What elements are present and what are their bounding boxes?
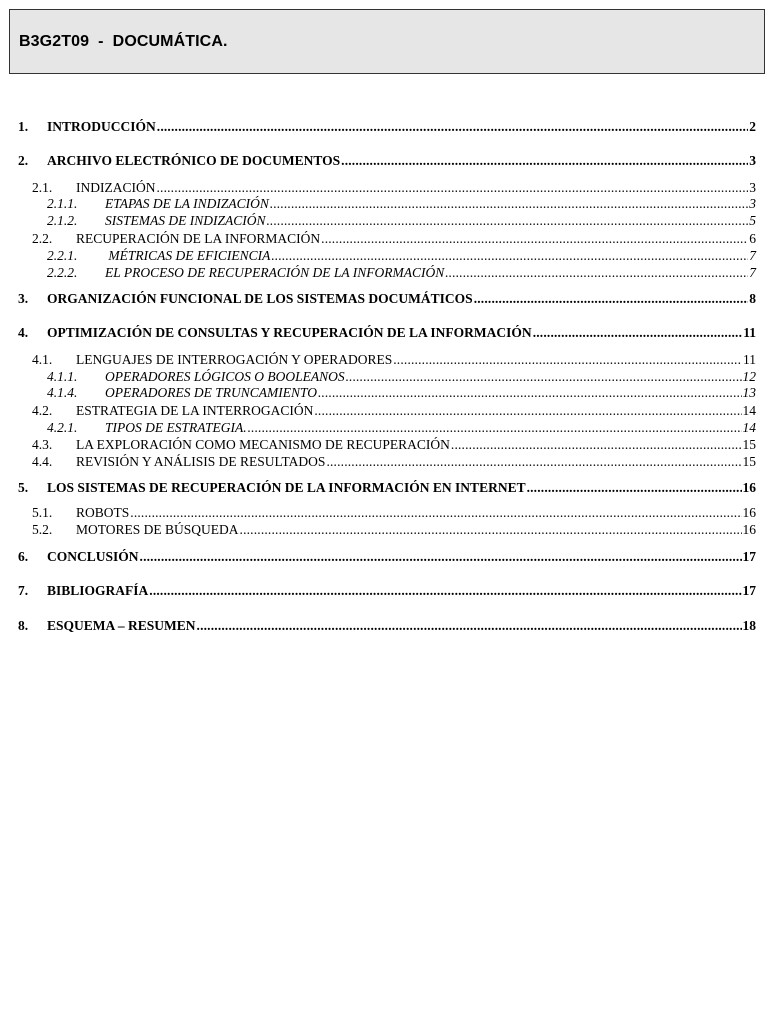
toc-entry[interactable] <box>0 353 768 367</box>
toc-entry-page: 14 <box>742 420 756 435</box>
toc-entry-title: LENGUAJES DE INTERROGACIÓN Y OPERADORES <box>76 352 393 367</box>
toc-entry[interactable] <box>0 455 768 469</box>
toc-entry-title: OPERADORES LÓGICOS O BOOLEANOS <box>105 369 345 384</box>
toc-entry-page: 11 <box>743 325 756 340</box>
toc-entry-page: 16 <box>742 505 756 520</box>
toc-entry[interactable] <box>0 266 768 280</box>
toc-entry-title: OPERADORES DE TRUNCAMIENTO <box>105 385 317 400</box>
dot-leader <box>130 506 741 520</box>
toc-entry-number: 3. <box>18 291 29 306</box>
toc-entry-number: 4. <box>18 325 29 340</box>
dot-leader <box>271 249 748 263</box>
toc-entry-number: 2.1. <box>32 180 53 195</box>
toc-entry-number: 1. <box>18 119 29 134</box>
toc-entry-title: EL PROCESO DE RECUPERACIÓN DE LA INFORMACIÓN <box>105 265 445 280</box>
dot-leader <box>248 421 742 435</box>
toc-entry-number: 4.1.1. <box>47 369 78 384</box>
toc-entry-number: 7. <box>18 583 29 598</box>
toc-entry-page: 14 <box>742 403 756 418</box>
toc-entry[interactable] <box>0 481 768 495</box>
toc-entry-title: CONCLUSIÓN <box>47 549 139 564</box>
toc-entry[interactable] <box>0 154 768 168</box>
toc-entry[interactable] <box>0 197 768 211</box>
dot-leader <box>321 232 748 246</box>
toc-entry-number: 4.2.1. <box>47 420 78 435</box>
toc-entry-number: 4.1.4. <box>47 385 78 400</box>
toc-entry[interactable] <box>0 386 768 400</box>
toc-entry-title: LOS SISTEMAS DE RECUPERACIÓN DE LA INFORMACIÓN EN INTERNET <box>47 480 526 495</box>
dot-leader <box>318 386 742 400</box>
toc-entry-page: 8 <box>749 291 756 306</box>
dot-leader <box>451 438 742 452</box>
toc-entry-page: 17 <box>742 583 756 598</box>
toc-entry-page: 7 <box>749 248 756 263</box>
dot-leader <box>157 120 748 134</box>
toc-entry-number: 8. <box>18 618 29 633</box>
toc-entry[interactable] <box>0 370 768 384</box>
toc-entry-number: 6. <box>18 549 29 564</box>
toc-entry-number: 2. <box>18 153 29 168</box>
toc-entry[interactable] <box>0 292 768 306</box>
toc-entry-title: INDIZACIÓN <box>76 180 156 195</box>
toc-entry-number: 5.2. <box>32 522 53 537</box>
toc-entry-page: 7 <box>749 265 756 280</box>
toc-entry-title: INTRODUCCIÓN <box>47 119 156 134</box>
dot-leader <box>346 370 742 384</box>
toc-entry-page: 2 <box>749 119 756 134</box>
toc-entry-number: 5.1. <box>32 505 53 520</box>
toc-entry-page: 3 <box>749 153 756 168</box>
toc-entry-title: ARCHIVO ELECTRÓNICO DE DOCUMENTOS <box>47 153 341 168</box>
toc-entry-title: TIPOS DE ESTRATEGIA. <box>105 420 247 435</box>
toc-entry-page: 12 <box>742 369 756 384</box>
dot-leader <box>533 326 743 340</box>
toc-entry-title: MOTORES DE BÚSQUEDA <box>76 522 239 537</box>
toc-entry-number: 4.4. <box>32 454 53 469</box>
toc-entry[interactable] <box>0 506 768 520</box>
toc-entry-page: 18 <box>742 618 756 633</box>
toc-entry-number: 2.1.2. <box>47 213 78 228</box>
toc-entry-title: ESQUEMA – RESUMEN <box>47 618 196 633</box>
dot-leader <box>267 214 749 228</box>
toc-entry[interactable] <box>0 404 768 418</box>
toc-entry-page: 5 <box>749 213 756 228</box>
toc-entry-number: 2.1.1. <box>47 196 78 211</box>
toc-entry-number: 2.2. <box>32 231 53 246</box>
toc-entry[interactable] <box>0 550 768 564</box>
dot-leader <box>393 353 742 367</box>
toc-entry-title: LA EXPLORACIÓN COMO MECANISMO DE RECUPERACIÓN <box>76 437 450 452</box>
toc-entry-title: OPTIMIZACIÓN DE CONSULTAS Y RECUPERACIÓN DE LA INFORMACIÓN <box>47 325 532 340</box>
toc-entry-page: 15 <box>742 454 756 469</box>
dot-leader <box>270 197 748 211</box>
dot-leader <box>326 455 741 469</box>
toc-entry-number: 2.2.2. <box>47 265 78 280</box>
toc-entry-title: MÉTRICAS DE EFICIENCIA <box>105 248 271 263</box>
toc-entry[interactable] <box>0 584 768 598</box>
toc-entry[interactable] <box>0 523 768 537</box>
dot-leader <box>140 550 742 564</box>
toc-entry-page: 11 <box>743 352 756 367</box>
toc-entry-page: 3 <box>749 180 756 195</box>
toc-entry-page: 16 <box>742 522 756 537</box>
toc-entry-number: 5. <box>18 480 29 495</box>
toc-entry-page: 15 <box>742 437 756 452</box>
toc-entry[interactable] <box>0 181 768 195</box>
toc-entry-number: 4.1. <box>32 352 53 367</box>
toc-entry-title: RECUPERACIÓN DE LA INFORMACIÓN <box>76 231 321 246</box>
dot-leader <box>240 523 742 537</box>
toc-entry-title: ROBOTS <box>76 505 130 520</box>
toc-entry-title: SISTEMAS DE INDIZACIÓN <box>105 213 266 228</box>
toc-entry-page: 6 <box>749 231 756 246</box>
toc-entry-title: ETAPAS DE LA INDIZACIÓN <box>105 196 269 211</box>
toc-entry[interactable] <box>0 120 768 134</box>
document-title: B3G2T09 - DOCUMÁTICA. <box>19 33 228 50</box>
dot-leader <box>156 181 748 195</box>
toc-entry-page: 13 <box>742 385 756 400</box>
dot-leader <box>474 292 749 306</box>
toc-entry-title: REVISIÓN Y ANÁLISIS DE RESULTADOS <box>76 454 326 469</box>
toc-entry-title: ESTRATEGIA DE LA INTERROGACIÓN <box>76 403 314 418</box>
dot-leader <box>197 619 742 633</box>
toc-entry[interactable] <box>0 619 768 633</box>
toc-entry[interactable] <box>0 326 768 340</box>
toc-entry[interactable] <box>0 421 768 435</box>
toc-entry-number: 2.2.1. <box>47 248 78 263</box>
toc-entry-page: 17 <box>742 549 756 564</box>
dot-leader <box>341 154 748 168</box>
toc-entry-title: BIBLIOGRAFÍA <box>47 583 149 598</box>
toc-entry[interactable] <box>0 249 768 263</box>
toc-entry-page: 16 <box>742 480 756 495</box>
dot-leader <box>314 404 741 418</box>
toc-entry[interactable] <box>0 232 768 246</box>
dot-leader <box>149 584 741 598</box>
toc-entry-number: 4.2. <box>32 403 53 418</box>
toc-entry-page: 3 <box>749 196 756 211</box>
toc-entry[interactable] <box>0 214 768 228</box>
toc-entry[interactable] <box>0 438 768 452</box>
toc-entry-number: 4.3. <box>32 437 53 452</box>
toc-entry-title: ORGANIZACIÓN FUNCIONAL DE LOS SISTEMAS DOCUMÁTICOS <box>47 291 473 306</box>
dot-leader <box>445 266 748 280</box>
dot-leader <box>527 481 742 495</box>
